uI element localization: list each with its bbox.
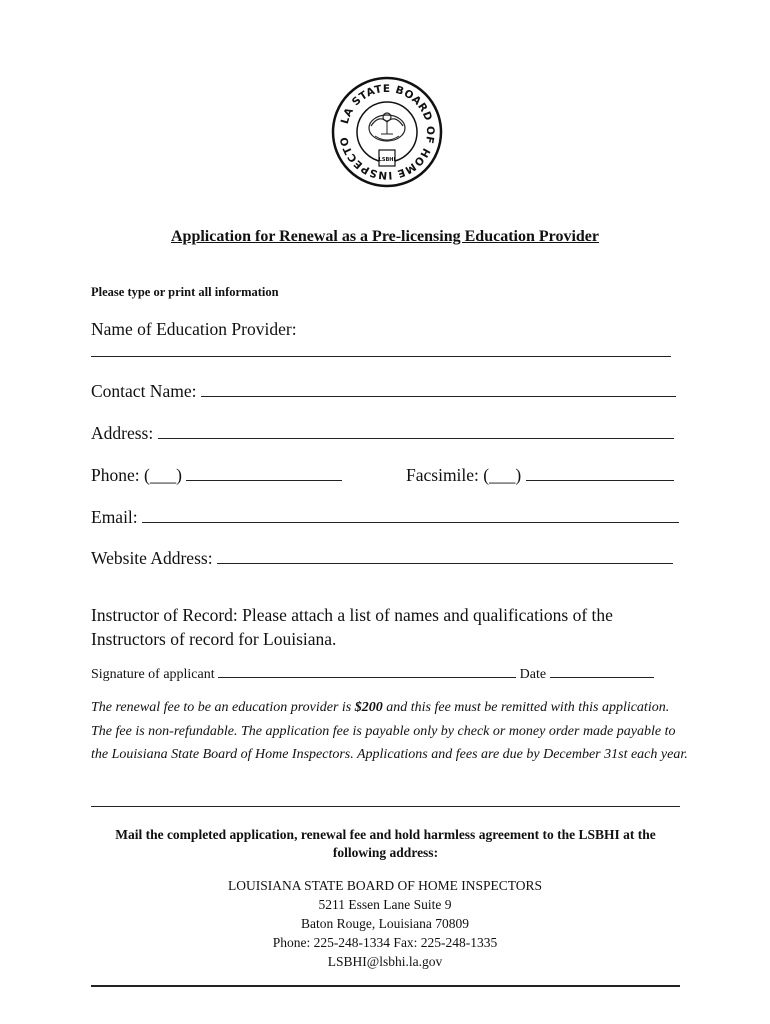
address-city: Baton Rouge, Louisiana 70809 [301, 916, 469, 931]
address-row [91, 422, 674, 444]
fee-note-before: The renewal fee to be an education provider is [91, 700, 355, 715]
contact-name-row [91, 380, 676, 402]
email-field[interactable] [142, 506, 679, 523]
date-field[interactable] [550, 665, 654, 678]
address-field[interactable] [158, 422, 674, 439]
date-label: Date [519, 667, 547, 682]
email-row [91, 506, 679, 528]
instructor-line-2: Instructors of record for Louisiana. [91, 629, 337, 649]
contact-name-label: Contact Name: [91, 381, 197, 401]
fee-note [91, 696, 691, 767]
provider-name-field[interactable] [91, 340, 671, 357]
page-title: Application for Renewal as a Pre-licensing Education Provider [171, 228, 599, 245]
mail-instruction: Mail the completed application, renewal fee and hold harmless agreement to the LSBHI at the following address: [115, 827, 656, 860]
mailing-address [0, 876, 770, 971]
bottom-divider [91, 985, 680, 987]
website-field[interactable] [217, 547, 673, 564]
fee-amount: $200 [354, 700, 383, 715]
contact-name-field[interactable] [201, 380, 676, 397]
website-row [91, 547, 673, 569]
signature-field[interactable] [218, 665, 516, 678]
fax-label: Facsimile: (___) [406, 465, 522, 485]
address-email: LSBHI@lsbhi.la.gov [327, 954, 443, 969]
fax-row [406, 464, 674, 486]
address-org: LOUISIANA STATE BOARD OF HOME INSPECTORS [227, 878, 543, 893]
fax-field[interactable] [526, 464, 674, 481]
instructor-line-1: Instructor of Record: Please attach a list of names and qualifications of the [91, 605, 613, 625]
signature-row [91, 665, 654, 683]
website-label: Website Address: [91, 548, 213, 568]
address-label: Address: [91, 423, 154, 443]
signature-label: Signature of applicant [91, 667, 215, 682]
seal-ring-text: LA STATE BOARD OF HOME INSPECTO [338, 82, 437, 182]
fee-note-after: and this fee must be remitted with this application. The fee is non-refundable. The application fee is payable only by check or money order made payable to the Louisiana State Board of Home Inspectors. Applications and fees are due by December 31st each year. [91, 700, 688, 762]
address-phones: Phone: 225-248-1334 Fax: 225-248-1335 [272, 935, 498, 950]
phone-row [91, 464, 342, 486]
phone-field[interactable] [186, 464, 342, 481]
instruction-text: Please type or print all information [91, 285, 279, 299]
divider [91, 806, 680, 807]
seal-logo-icon [331, 76, 443, 188]
email-label: Email: [91, 507, 138, 527]
board-seal [331, 76, 443, 188]
address-street: 5211 Essen Lane Suite 9 [318, 897, 452, 912]
provider-name-label: Name of Education Provider: [91, 319, 297, 339]
seal-badge-text: LSBHI [378, 157, 396, 163]
phone-label: Phone: (___) [91, 465, 182, 485]
